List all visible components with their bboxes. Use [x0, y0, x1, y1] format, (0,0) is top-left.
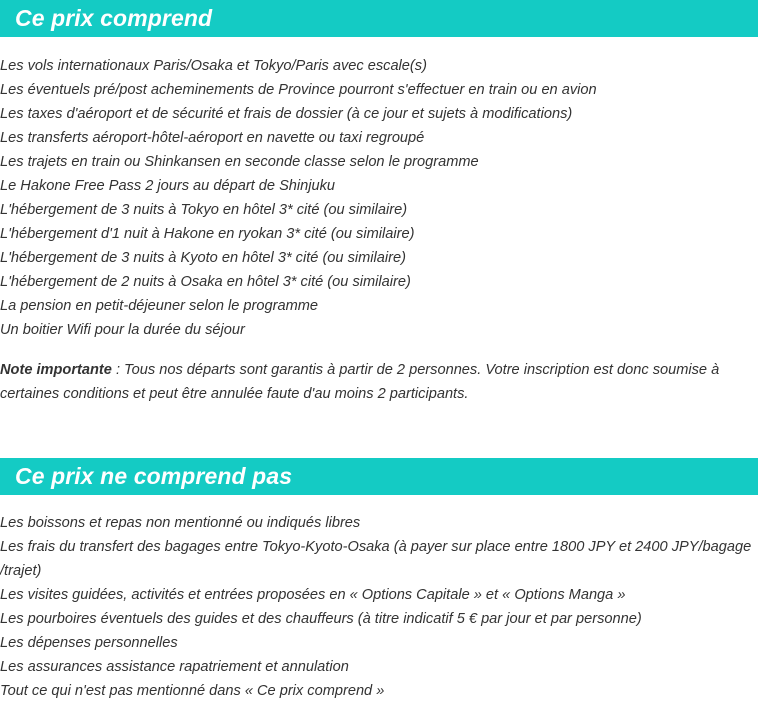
- list-item: L'hébergement de 3 nuits à Kyoto en hôtel 3* cité (ou similaire): [0, 250, 406, 266]
- included-list: [0, 54, 758, 342]
- list-item: La pension en petit-déjeuner selon le programme: [0, 298, 319, 314]
- section-title-included: Ce prix comprend: [15, 5, 213, 31]
- list-item: L'hébergement de 2 nuits à Osaka en hôtel 3* cité (ou similaire): [0, 274, 411, 290]
- section-header-excluded: [0, 458, 758, 495]
- list-item: Un boitier Wifi pour la durée du séjour: [0, 322, 245, 338]
- list-item: L'hébergement d'1 nuit à Hakone en ryokan 3* cité (ou similaire): [0, 226, 415, 242]
- list-item: Les assurances assistance rapatriement et annulation: [0, 659, 349, 675]
- important-note-text: : Tous nos départs sont garantis à partir de 2 personnes. Votre inscription est donc soumise à certaines conditions et peut être annulée faute d'au moins 2 participants.: [0, 362, 720, 402]
- list-item: Les éventuels pré/post acheminements de Province pourront s'effectuer en train ou en avion: [0, 82, 597, 98]
- list-item: Les taxes d'aéroport et de sécurité et frais de dossier (à ce jour et sujets à modifications): [0, 106, 573, 122]
- list-item: Les vols internationaux Paris/Osaka et Tokyo/Paris avec escale(s): [0, 58, 427, 74]
- list-item: Les transferts aéroport-hôtel-aéroport en navette ou taxi regroupé: [0, 130, 425, 146]
- list-item: Les dépenses personnelles: [0, 635, 178, 651]
- section-title-excluded: Ce prix ne comprend pas: [15, 463, 293, 489]
- list-item: L'hébergement de 3 nuits à Tokyo en hôtel 3* cité (ou similaire): [0, 202, 408, 218]
- important-note-label: Note importante: [0, 362, 112, 378]
- important-note: [0, 358, 758, 406]
- list-item: Les visites guidées, activités et entrées proposées en « Options Capitale » et « Options Manga »: [0, 587, 626, 603]
- list-item: Le Hakone Free Pass 2 jours au départ de Shinjuku: [0, 178, 336, 194]
- list-item: Les frais du transfert des bagages entre Tokyo-Kyoto-Osaka (à payer sur place entre 1800 JPY et 2400 JPY/bagage /trajet): [0, 539, 752, 579]
- excluded-list: [0, 511, 758, 703]
- list-item: Les trajets en train ou Shinkansen en seconde classe selon le programme: [0, 154, 479, 170]
- section-header-included: [0, 0, 758, 37]
- list-item: Tout ce qui n'est pas mentionné dans « Ce prix comprend »: [0, 683, 385, 699]
- list-item: Les boissons et repas non mentionné ou indiqués libres: [0, 515, 361, 531]
- list-item: Les pourboires éventuels des guides et des chauffeurs (à titre indicatif 5 € par jour et par personne): [0, 611, 642, 627]
